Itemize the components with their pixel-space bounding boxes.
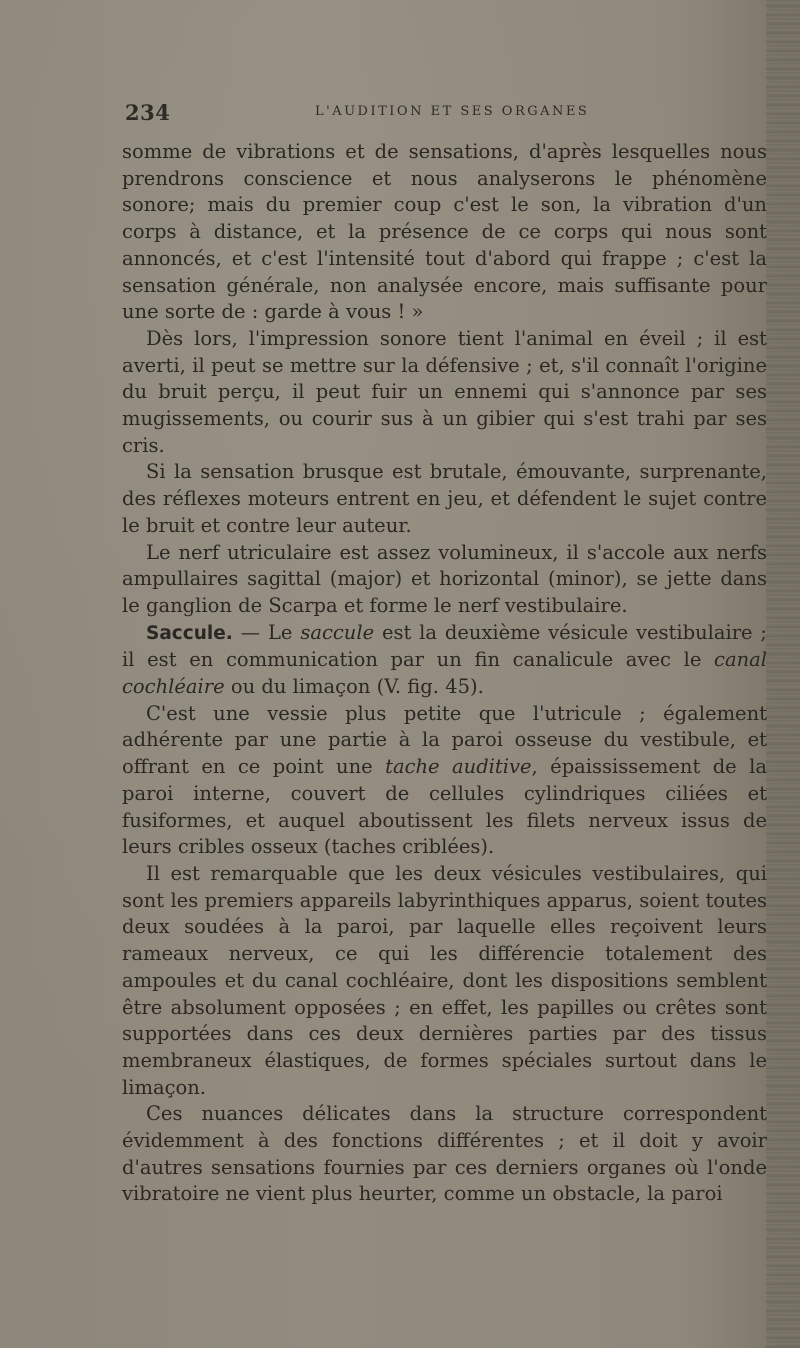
body-text [122,139,767,1208]
italic-term: canal cochléaire [122,648,767,699]
page-number: 234 [125,100,171,125]
run-in-heading: Saccule. [146,622,233,644]
paragraph: Ces nuances délicates dans la structure correspondent évidemment à des fonctions différentes ; et il doit y avoir d'autres sensations fournies par ces derniers organes où l'onde vibratoire ne vient plus heurter, comme un obstacle, la paroi [122,1102,767,1206]
paragraph-saccule [122,620,767,701]
text-segment: est la deuxième vésicule vestibulaire ; il est en communication par un fin canalicule avec le [122,620,767,672]
page-header [125,100,765,130]
paragraph: Dès lors, l'impression sonore tient l'animal en éveil ; il est averti, il peut se mettre sur la défensive ; et, s'il connaît l'origine du bruit perçu, il peut fuir un ennemi qui s'annonce par ses mugissements, ou courir sus à un gibier qui s'est trahi par ses cris. [122,326,767,457]
running-title: L'AUDITION ET SES ORGANES [315,104,590,119]
paragraph: Il est remarquable que les deux vésicules vestibulaires, qui sont les premiers appareils labyrinthiques apparus, soient toutes deux soudées à la paroi, par laquelle elles reçoivent leurs rameaux nerveux, ce qui les différencie totalement des ampoules et du canal cochléaire, dont les dispositions semblent être absolument opposées ; en effet, les papilles ou crêtes sont supportées dans ces deux dernières parties par des tissus membraneux élastiques, de formes spéciales surtout dans le limaçon. [122,861,767,1099]
paragraph: Si la sensation brusque est brutale, émouvante, surprenante, des réflexes moteurs entrent en jeu, et défendent le sujet contre le bruit et contre leur auteur. [122,460,767,537]
text-segment: — Le [232,620,301,644]
paragraph: Le nerf utriculaire est assez volumineux, il s'accole aux nerfs ampullaires sagittal (major) et horizontal (minor), se jette dans le ganglion de Scarpa et forme le nerf vestibulaire. [122,540,767,617]
text-segment: ou du limaçon (V. fig. 45). [224,675,484,699]
italic-term: tache auditive [385,755,532,779]
paragraph [122,701,767,861]
text-segment: , épaississement de la paroi interne, couvert de cellules cylindriques ciliées et fusiformes, et auquel aboutissent les filets nerveux issus de leurs cribles osseux (taches criblées). [122,755,767,859]
italic-term: saccule [300,620,375,644]
paragraph-continued: somme de vibrations et de sensations, d'après lesquelles nous prendrons conscience et nous analyserons le phénomène sonore; mais du premier coup c'est le son, la vibration d'un corps à distance, et la présence de ce corps qui nous sont annoncés, et c'est l'intensité tout d'abord qui frappe ; c'est la sensation générale, non analysée encore, mais suffisante pour une sorte de : garde à vous ! » [122,140,767,324]
text-segment: C'est une vessie plus petite que l'utricule ; également adhérente par une partie à la paroi osseuse du vestibule, et offrant en ce point une [122,701,767,779]
page-edge-shadow [766,0,800,1348]
